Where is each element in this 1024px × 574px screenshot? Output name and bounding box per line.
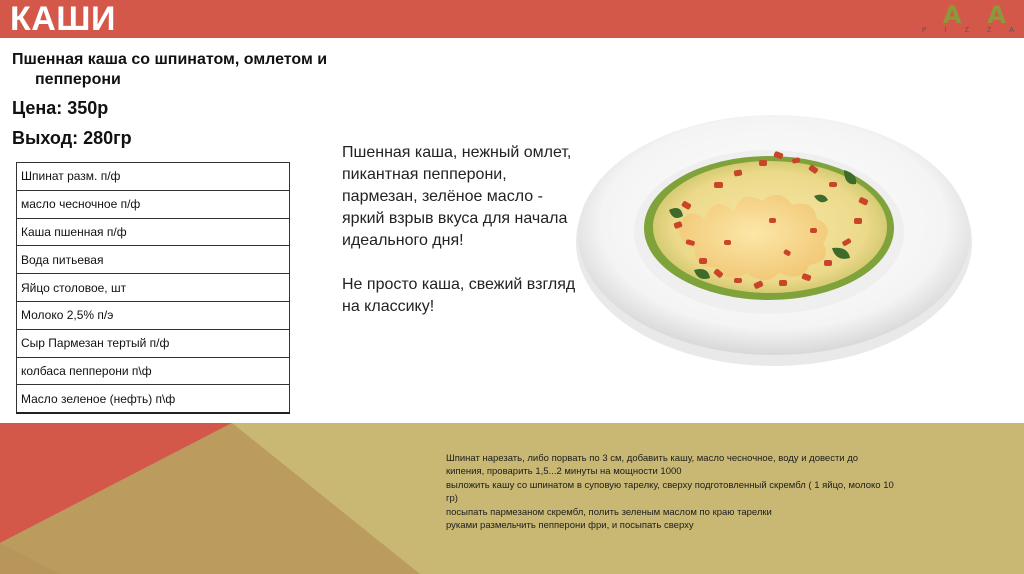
dish-yield: Выход: 280гр xyxy=(12,128,132,148)
table-row xyxy=(17,190,290,218)
dish-title-line2: пепперони xyxy=(35,71,121,88)
ingredient-cell: Шпинат разм. п/ф xyxy=(17,163,290,191)
ingredient-cell: колбаса пепперони п\ф xyxy=(17,357,290,385)
table-row xyxy=(17,301,290,329)
ingredient-cell: Вода питьевая xyxy=(17,246,290,274)
porridge-plate-image xyxy=(574,100,974,368)
dish-title-line1: Пшенная каша со шпинатом, омлетом и xyxy=(12,51,328,68)
mama-pizza-logo xyxy=(918,1,1022,40)
ingredient-cell: Каша пшенная п/ф xyxy=(17,218,290,246)
logo-subtitle: P I Z Z A xyxy=(922,27,1014,34)
table-row xyxy=(17,274,290,302)
dish-price: Цена: 350р xyxy=(12,98,109,118)
ingredients-table xyxy=(16,162,290,414)
table-row xyxy=(17,329,290,357)
instruction-line: посыпать пармезаном скрембл, полить зеленым маслом по краю тарелки xyxy=(446,506,772,518)
instruction-line: гр) xyxy=(446,493,458,505)
instruction-line: кипения, проварить 1,5...2 минуты на мощности 1000 xyxy=(446,466,682,478)
ingredient-cell: Яйцо столовое, шт xyxy=(17,274,290,302)
page-title: КАШИ xyxy=(10,0,116,38)
table-row xyxy=(17,163,290,191)
description-paragraph: Пшенная каша, нежный омлет, пикантная пепперони, пармезан, зелёное масло - яркий взрыв вкуса для начала идеального дня! xyxy=(342,144,572,249)
cooking-instructions xyxy=(446,452,956,532)
logo-letter: М xyxy=(962,1,987,29)
instruction-line: руками размельчить пепперони фри, и посыпать сверху xyxy=(446,520,694,532)
header-bar xyxy=(0,0,1024,38)
ingredient-cell: Молоко 2,5% п/э xyxy=(17,301,290,329)
description-paragraph: Не просто каша, свежий взгляд на классику! xyxy=(342,276,576,315)
ingredient-cell: масло чесночное п/ф xyxy=(17,190,290,218)
table-row xyxy=(17,385,290,413)
ingredient-cell: Сыр Пармезан тертый п/ф xyxy=(17,329,290,357)
instruction-line: выложить кашу со шпинатом в суповую тарелку, сверху подготовленный скрембл ( 1 яйцо, молоко 10 xyxy=(446,479,894,491)
dish-description xyxy=(342,142,582,318)
logo-letter: А xyxy=(987,1,1006,29)
dish-title xyxy=(12,50,392,90)
table-row xyxy=(17,246,290,274)
table-row xyxy=(17,218,290,246)
instruction-line: Шпинат нарезать, либо порвать по 3 см, добавить кашу, масло чесночное, воду и довести до xyxy=(446,453,859,464)
logo-letter: М xyxy=(918,1,942,29)
logo-letter: А xyxy=(942,1,962,29)
ingredient-cell: Масло зеленое (нефть) п\ф xyxy=(17,385,290,413)
table-row xyxy=(17,357,290,385)
